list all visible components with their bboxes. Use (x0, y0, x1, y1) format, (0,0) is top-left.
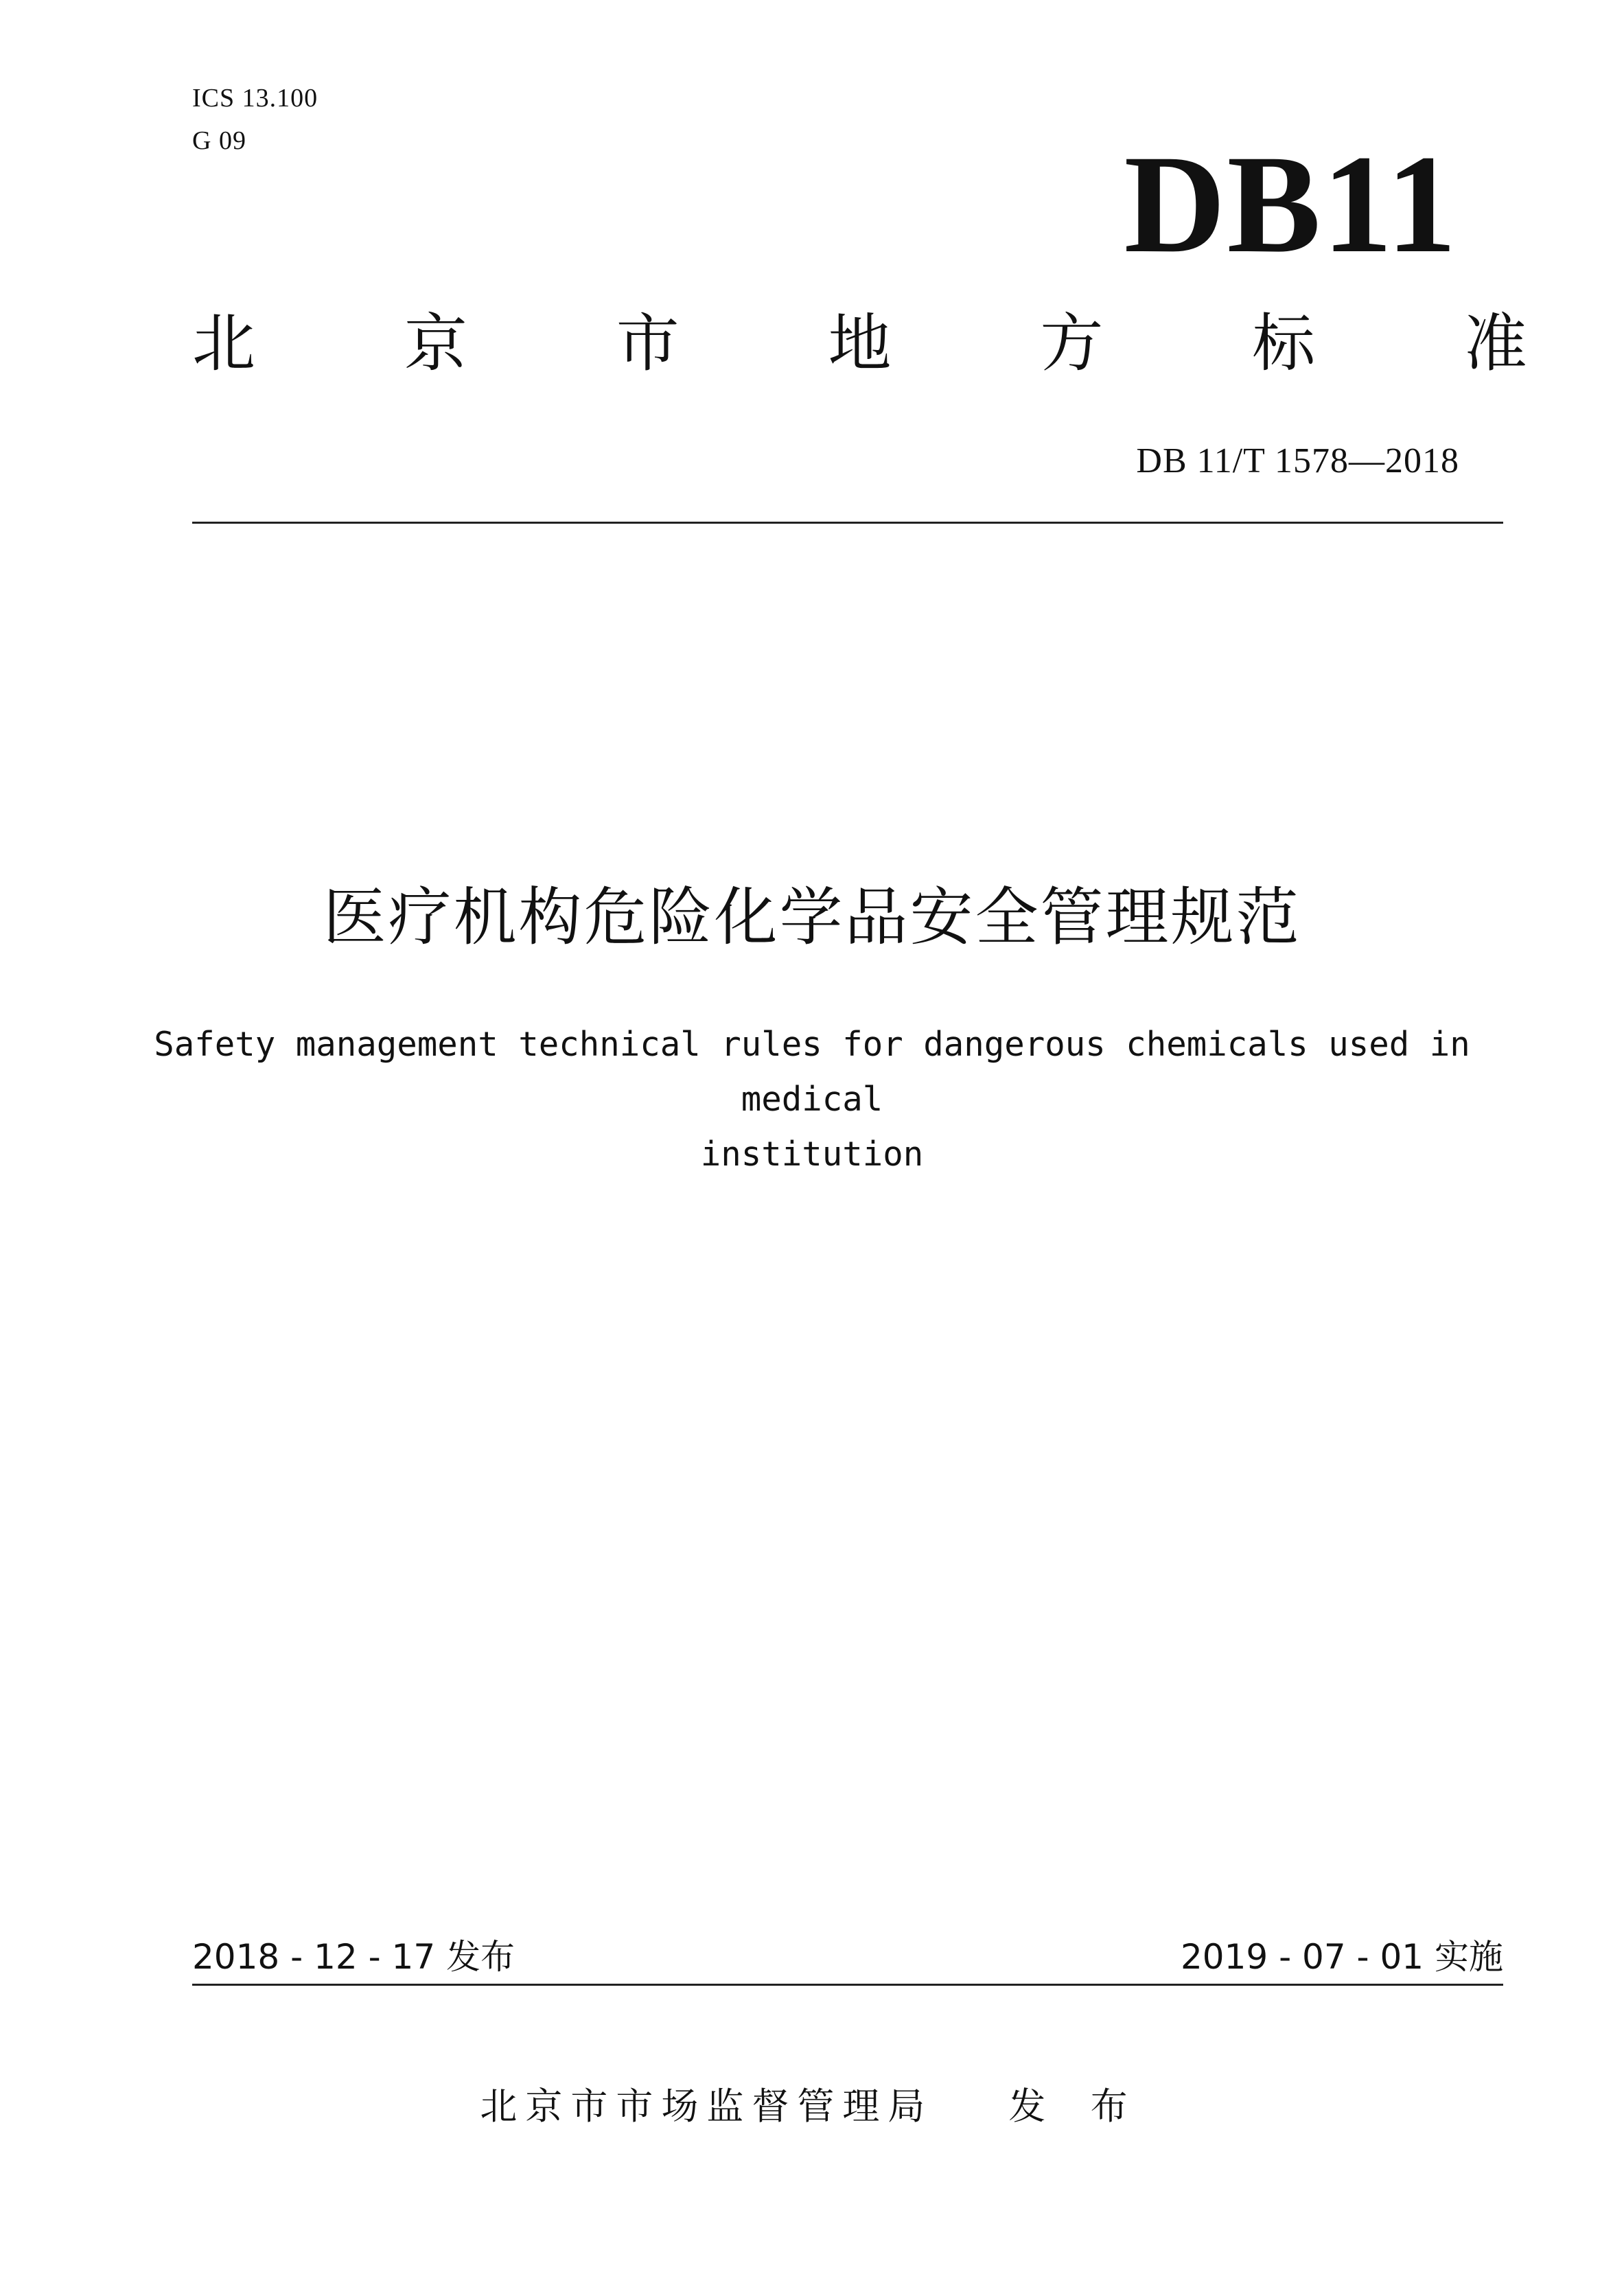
standard-type-char: 方 (1040, 307, 1104, 380)
standard-type-heading (192, 307, 1527, 380)
issue-date: 2018 - 12 - 17 发布 (192, 1937, 515, 1977)
standard-type-char: 地 (828, 307, 892, 380)
db11-logo: DB11 (1124, 126, 1458, 282)
footer-divider (192, 1984, 1503, 1986)
publish-action: 发 布 (1008, 2085, 1144, 2128)
standard-type-char: 北 (192, 307, 256, 380)
publisher-organization: 北京市市场监督管理局 (480, 2085, 933, 2128)
standard-number: DB 11/T 1578—2018 (1136, 441, 1459, 480)
standard-type-char: 准 (1463, 307, 1527, 380)
document-title-chinese: 医疗机构危险化学品安全管理规范 (323, 881, 1301, 954)
header-divider (192, 522, 1503, 524)
english-title-line: Safety management technical rules for dangerous chemicals used in medical (154, 1025, 1470, 1119)
document-title-english (103, 1017, 1521, 1182)
standard-type-char: 市 (616, 307, 680, 380)
classification-code: G 09 (192, 126, 246, 155)
standard-type-char: 京 (404, 307, 467, 380)
standard-type-char: 标 (1252, 307, 1316, 380)
implementation-date: 2019 - 07 - 01 实施 (1180, 1937, 1503, 1977)
ics-code: ICS 13.100 (192, 84, 318, 113)
publisher-line (0, 2085, 1624, 2128)
english-title-line: institution (700, 1135, 924, 1174)
